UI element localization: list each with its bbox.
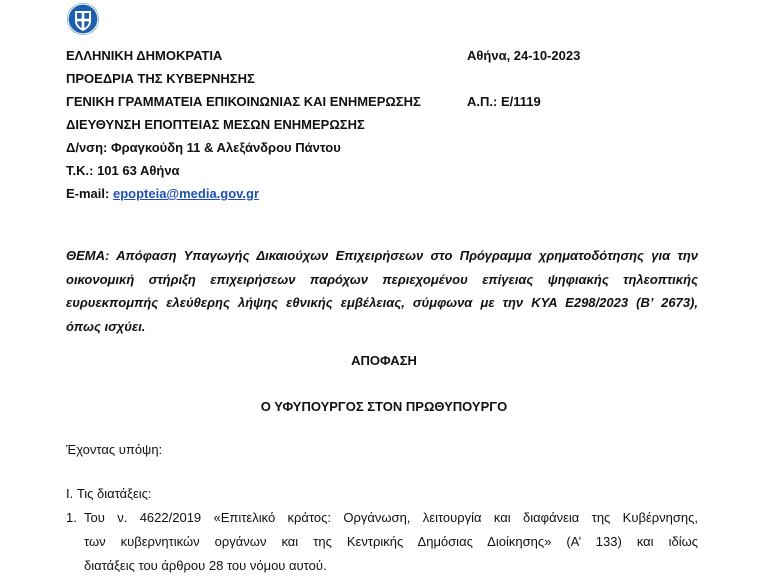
email-link[interactable]: epopteia@media.gov.gr <box>112 186 260 201</box>
decision-title: ΑΠΟΦΑΣΗ <box>351 353 417 368</box>
subject-line: οικονομική στήριξη επιχειρήσεων παρόχων περιεχομένου επίγειας ψηφιακής τηλεοπτικής <box>66 271 698 287</box>
subject-line: όπως ισχύει. <box>66 318 146 334</box>
header-line-presidency: ΠΡΟΕΔΡΙΑ ΤΗΣ ΚΥΒΕΡΝΗΣΗΣ <box>66 71 255 86</box>
header-line-postcode: Τ.Κ.: 101 63 Αθήνα <box>66 163 180 178</box>
considering-label: Έχοντας υπόψη: <box>66 442 163 457</box>
subject-line: ΘΕΜΑ: Απόφαση Υπαγωγής Δικαιούχων Επιχειρήσεων στο Πρόγραμμα χρηματοδότησης για την <box>66 248 698 263</box>
protocol-number: Α.Π.: Ε/1119 <box>467 94 541 109</box>
email-label: E-mail: <box>66 186 113 201</box>
section-i-heading: I. Τις διατάξεις: <box>66 486 152 501</box>
item-number: 1. <box>66 510 77 525</box>
greek-state-emblem-icon <box>66 2 100 36</box>
header-line-republic: ΕΛΛΗΝΙΚΗ ΔΗΜΟΚΡΑΤΙΑ <box>66 48 223 63</box>
document-date: Αθήνα, 24-10-2023 <box>467 48 581 63</box>
header-line-secretariat: ΓΕΝΙΚΗ ΓΡΑΜΜΑΤΕΙΑ ΕΠΙΚΟΙΝΩΝΙΑΣ ΚΑΙ ΕΝΗΜΕΡΩΣΗΣ <box>66 94 421 109</box>
list-item <box>84 506 698 578</box>
header-email-row <box>66 186 259 202</box>
item-line: των κυβερνητικών οργάνων και της Κεντρικής Δημόσιας Διοίκησης» (Α’ 133) και ιδίως <box>84 534 698 549</box>
subject-paragraph <box>66 244 698 338</box>
authority-title: Ο ΥΦΥΠΟΥΡΓΟΣ ΣΤΟΝ ΠΡΩΘΥΠΟΥΡΓΟ <box>260 399 508 414</box>
header-line-directorate: ΔΙΕΥΘΥΝΣΗ ΕΠΟΠΤΕΙΑΣ ΜΕΣΩΝ ΕΝΗΜΕΡΩΣΗΣ <box>66 117 365 132</box>
header-line-address: Δ/νση: Φραγκούδη 11 & Αλεξάνδρου Πάντου <box>66 140 341 155</box>
item-line: Του ν. 4622/2019 «Επιτελικό κράτος: Οργάνωση, λειτουργία και διαφάνεια της Κυβέρνησης, <box>84 510 698 525</box>
item-line: διατάξεις του άρθρου 28 του νόμου αυτού. <box>84 558 327 573</box>
subject-line: ευρυεκπομπής ελεύθερης λήψης εθνικής εμβέλειας, σύμφωνα με την ΚΥΑ Ε298/2023 (Β’ 2673), <box>66 295 698 310</box>
